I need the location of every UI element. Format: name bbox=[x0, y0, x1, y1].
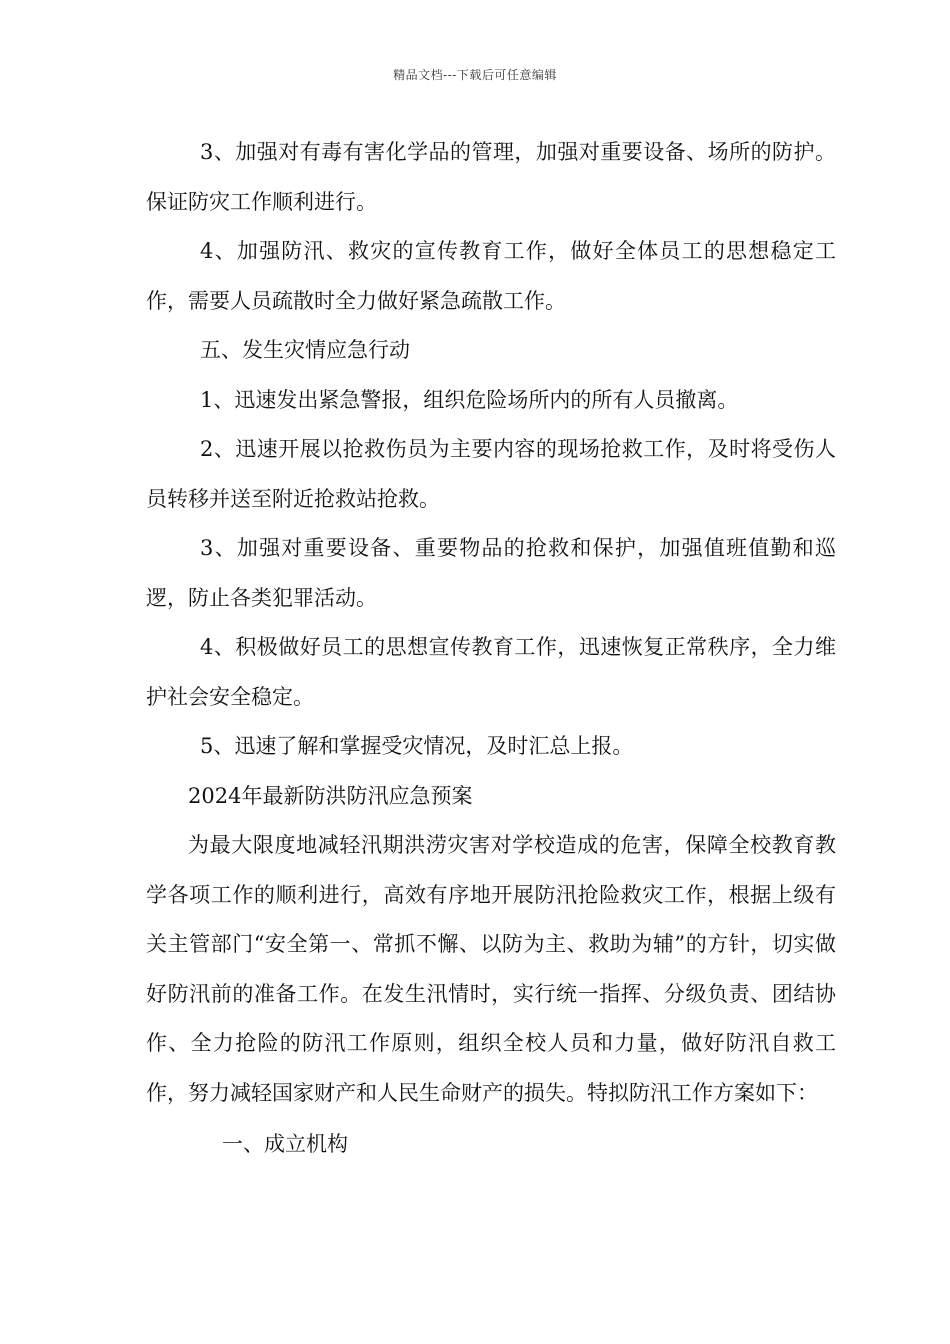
paragraph-report-disaster: 5、迅速了解和掌握受灾情况，及时汇总上报。 bbox=[200, 734, 634, 758]
document-title: 2024年最新防洪防汛应急预案 bbox=[188, 783, 473, 808]
paragraph-publicity-education: 4、加强防汛、救灾的宣传教育工作，做好全体员工的思想稳定工作，需要人员疏散时全力做好紧急疏散工作。 bbox=[146, 239, 836, 313]
paragraph-equipment-protection: 3、加强对重要设备、重要物品的抢救和保护，加强值班值勤和巡逻，防止各类犯罪活动。 bbox=[146, 536, 836, 610]
paragraph-rescue-work: 2、迅速开展以抢救伤员为主要内容的现场抢救工作，及时将受伤人员转移并送至附近抢救站抢救。 bbox=[146, 437, 836, 511]
section-heading-establish-organization: 一、成立机构 bbox=[222, 1132, 348, 1156]
paragraph-emergency-alarm: 1、迅速发出紧急警报，组织危险场所内的所有人员撤离。 bbox=[200, 387, 739, 412]
paragraph-plan-intro: 为最大限度地减轻汛期洪涝灾害对学校造成的危害，保障全校教育教学各项工作的顺利进行，高效有序地开展防汛抢险救灾工作，根据上级有关主管部门“安全第一、常抓不懈、以防为主、救助为辅”的方针，切实做好防汛前的准备工作。在发生汛情时，实行统一指挥、分级负责、团结协作、全力抢险的防汛工作原则，组织全校人员和力量，做好防汛自救工作，努力减轻国家财产和人民生命财产的损失。特拟防汛工作方案如下： bbox=[146, 833, 836, 1105]
paragraph-restore-order: 4、积极做好员工的思想宣传教育工作，迅速恢复正常秩序，全力维护社会安全稳定。 bbox=[146, 635, 836, 709]
section-heading-emergency-action: 五、发生灾情应急行动 bbox=[200, 338, 410, 362]
page-header: 精品文档---下载后可任意编辑 bbox=[393, 68, 557, 82]
document-body bbox=[146, 128, 836, 1170]
paragraph-chemical-management: 3、加强对有毒有害化学品的管理，加强对重要设备、场所的防护。保证防灾工作顺利进行。 bbox=[146, 140, 836, 214]
